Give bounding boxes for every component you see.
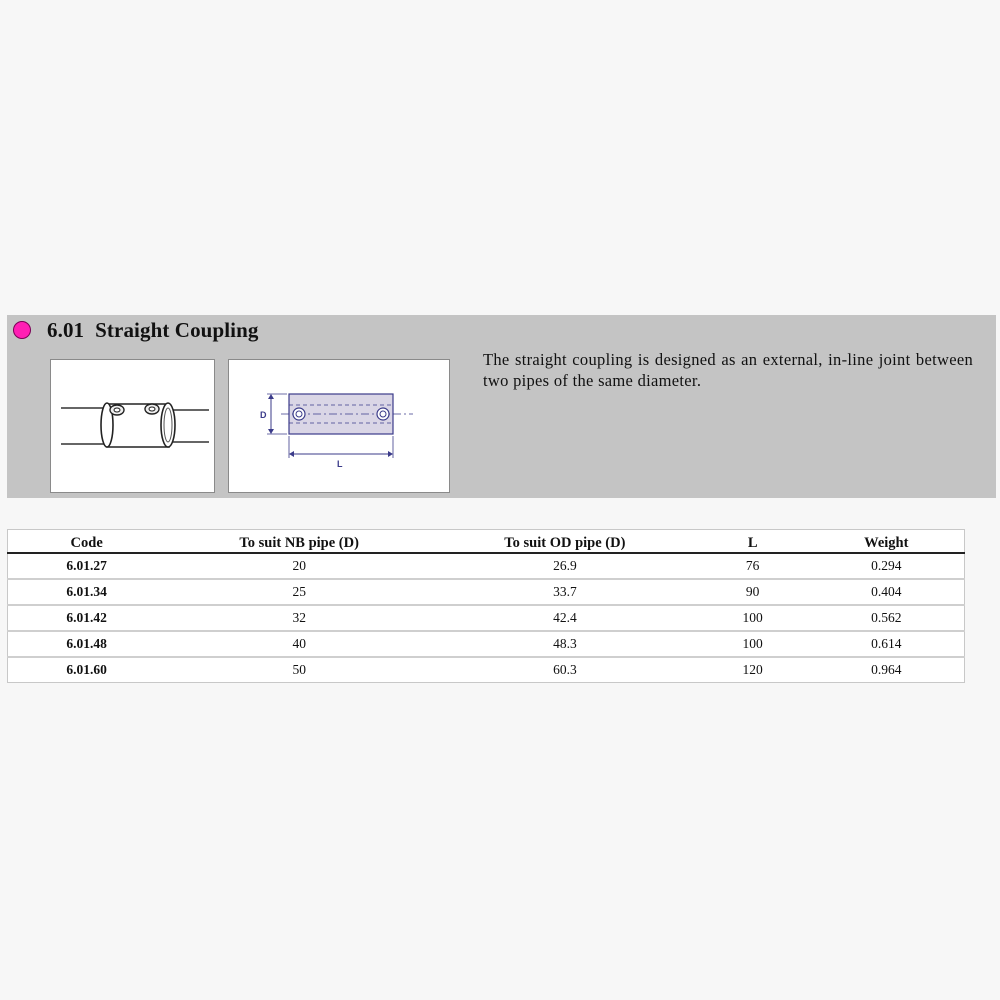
cell-nb-pipe: 25 — [165, 579, 433, 605]
cell-weight: 0.964 — [809, 657, 965, 683]
cell-od-pipe: 33.7 — [433, 579, 697, 605]
cell-nb-pipe: 50 — [165, 657, 433, 683]
cell-code: 6.01.42 — [8, 605, 166, 631]
cell-weight: 0.562 — [809, 605, 965, 631]
cell-code: 6.01.34 — [8, 579, 166, 605]
product-photo — [50, 359, 215, 493]
cell-length: 120 — [697, 657, 809, 683]
cell-od-pipe: 42.4 — [433, 605, 697, 631]
header-weight: Weight — [809, 530, 965, 554]
header-length: L — [697, 530, 809, 554]
cell-code: 6.01.27 — [66, 558, 107, 573]
dimension-label-d: D — [260, 410, 267, 420]
section-heading — [47, 318, 258, 343]
header-nb-pipe: To suit NB pipe (D) — [165, 530, 433, 554]
cell-code: 6.01.60 — [8, 657, 166, 683]
cell-od-pipe: 48.3 — [433, 631, 697, 657]
cell-code: 6.01.48 — [8, 631, 166, 657]
cell-weight: 0.614 — [809, 631, 965, 657]
table-row — [8, 605, 965, 631]
cell-length: 90 — [697, 579, 809, 605]
table-header-row — [8, 530, 965, 554]
section-bullet-icon — [13, 321, 31, 339]
cell-od-pipe: 60.3 — [433, 657, 697, 683]
table-row — [8, 553, 965, 579]
header-code: Code — [8, 530, 166, 554]
cell-nb-pipe: 32 — [165, 605, 433, 631]
section-title: Straight Coupling — [95, 318, 259, 342]
product-description: The straight coupling is designed as an external, in-line joint between two pipes of the same diameter. — [483, 350, 973, 390]
cell-od-pipe: 26.9 — [553, 558, 577, 573]
cell-nb-pipe: 40 — [165, 631, 433, 657]
dimension-label-l: L — [337, 459, 343, 469]
cell-length: 100 — [697, 605, 809, 631]
table-row — [8, 579, 965, 605]
table-row — [8, 657, 965, 683]
table-row — [8, 631, 965, 657]
section-number: 6.01 — [47, 318, 85, 342]
technical-drawing — [228, 359, 450, 493]
cell-weight: 0.294 — [871, 558, 902, 573]
specification-table — [7, 529, 965, 683]
product-header-panel — [7, 315, 996, 498]
cell-length: 76 — [745, 558, 760, 573]
cell-nb-pipe: 20 — [292, 558, 306, 573]
coupling-illustration-icon — [51, 360, 214, 492]
cell-length: 100 — [697, 631, 809, 657]
cell-weight: 0.404 — [809, 579, 965, 605]
header-od-pipe: To suit OD pipe (D) — [433, 530, 697, 554]
coupling-dimension-drawing-icon — [229, 360, 449, 492]
